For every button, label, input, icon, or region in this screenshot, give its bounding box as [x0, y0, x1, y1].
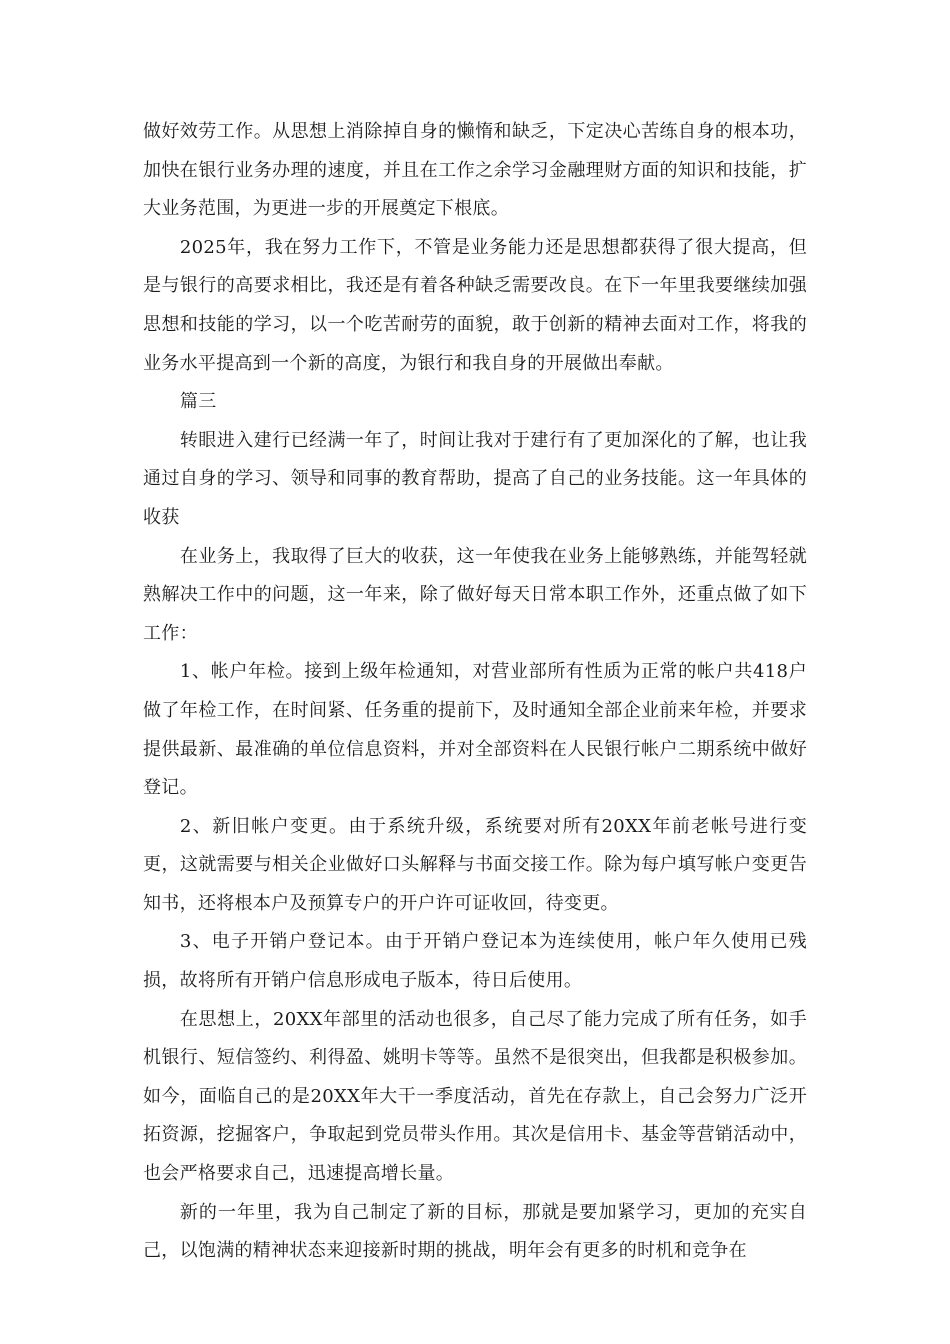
paragraph: 在业务上，我取得了巨大的收获，这一年使我在业务上能够熟练，并能驾轻就熟解决工作中的问题，这一年来，除了做好每天日常本职工作外，还重点做了如下工作：: [143, 545, 807, 644]
paragraph: 做好效劳工作。从思想上消除掉自身的懒惰和缺乏，下定决心苦练自身的根本功，加快在银行业务办理的速度，并且在工作之余学习金融理财方面的知识和技能，扩大业务范围，为更进一步的开展奠定下根底。: [143, 121, 807, 220]
list-item: 1、帐户年检。接到上级年检通知，对营业部所有性质为正常的帐户共418户做了年检工作，在时间紧、任务重的提前下，及时通知全部企业前来年检，并要求提供最新、最准确的单位信息资料，并对全部资料在人民银行帐户二期系统中做好登记。: [143, 661, 807, 799]
section-heading: 篇三: [179, 391, 217, 413]
list-item: 2、新旧帐户变更。由于系统升级，系统要对所有20XX年前老帐号进行变更，这就需要与相关企业做好口头解释与书面交接工作。除为每户填写帐户变更告知书，还将根本户及预算专户的开户许可证收回，待变更。: [143, 815, 807, 914]
paragraph: 2025年，我在努力工作下，不管是业务能力还是思想都获得了很大提高，但是与银行的高要求相比，我还是有着各种缺乏需要改良。在下一年里我要继续加强思想和技能的学习，以一个吃苦耐劳的面貌，敢于创新的精神去面对工作，将我的业务水平提高到一个新的高度，为银行和我自身的开展做出奉献。: [143, 236, 807, 374]
paragraph: 转眼进入建行已经满一年了，时间让我对于建行有了更加深化的了解，也让我通过自身的学习、领导和同事的教育帮助，提高了自己的业务技能。这一年具体的收获: [143, 429, 807, 528]
paragraph: 在思想上，20XX年部里的活动也很多，自己尽了能力完成了所有任务，如手机银行、短信签约、利得盈、姚明卡等等。虽然不是很突出，但我都是积极参加。如今，面临自己的是20XX年大干一季度活动，首先在存款上，自己会努力广泛开拓资源，挖掘客户，争取起到党员带头作用。其次是信用卡、基金等营销活动中，也会严格要求自己，迅速提高增长量。: [143, 1008, 807, 1185]
list-item: 3、电子开销户登记本。由于开销户登记本为连续使用，帐户年久使用已残损，故将所有开销户信息形成电子版本，待日后使用。: [143, 931, 807, 992]
paragraph: 新的一年里，我为自己制定了新的目标，那就是要加紧学习，更加的充实自己，以饱满的精神状态来迎接新时期的挑战，明年会有更多的时机和竞争在: [143, 1201, 807, 1262]
document-body: [143, 113, 807, 1271]
